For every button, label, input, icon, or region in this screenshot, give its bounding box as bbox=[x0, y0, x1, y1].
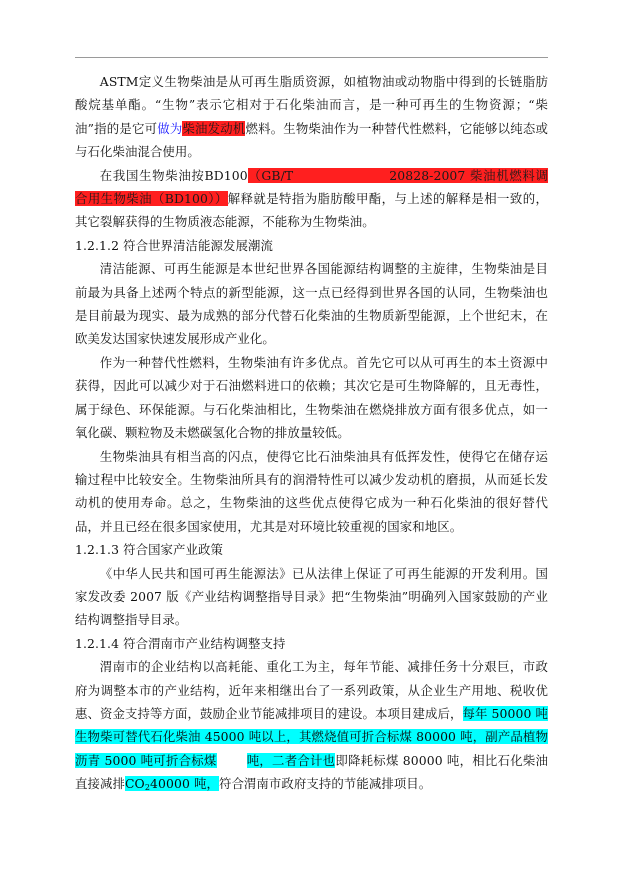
section-heading-1-2-1-3: 1.2.1.3 符合国家产业政策 bbox=[75, 542, 224, 558]
paragraph-weinan: 渭南市的企业结构以高耗能、重化工为主，每年节能、减排任务十分艰巨，市政府为调整本市的产业结构，近年来相继出台了一系列政策，从企业生产用地、税收优惠、资金支持等方面，鼓励企业节能减排项目的建设。本项目建成后，每年 50000 吨生物柴可替代石化柴油 45000 吨以上，其燃烧值可折合标煤 80000 吨，副产品植物沥青 5000 吨可折合标煤 吨，二者合计也即降耗标煤 80000 吨，相比石化柴油直接减排$CO_240000$ 吨，符合渭南市政府支持的节能减排项目。 bbox=[75, 659, 549, 793]
cyan-highlight-output: 每年 50000 吨生物柴可替代石化柴油 45000 吨以上，其燃烧值可折合标煤 80000 吨，副产品植物沥青 5000 吨可折合标煤 bbox=[75, 705, 549, 768]
blue-text: 做为 bbox=[157, 120, 183, 136]
red-highlight: 柴油发动机 bbox=[182, 120, 246, 136]
paragraph-advantages: 作为一种替代性燃料，生物柴油有许多优点。首先它可以从可再生的本土资源中获得，因此可以减少对于石油燃料进口的依赖；其次它是可生物降解的，且无毒性，属于绿色、环保能源。与石化柴油相比，生物柴油在燃烧排放方面有很多优点，如一氧化碳、颗粒物及未燃碳氢化合物的排放量较低。 bbox=[75, 354, 548, 441]
document-body bbox=[75, 70, 548, 796]
paragraph-definition: ASTM定义生物柴油是从可再生脂质资源，如植物油或动物脂中得到的长链脂肪酸烷基单酯。“生物”表示它相对于石化柴油而言，是一种可再生的生物资源；“柴油”指的是它可做为柴油发动机燃料。生物柴油作为一种替代性燃料，它能够以纯态或与石化柴油混合使用。 bbox=[75, 74, 548, 160]
red-highlight-standard: （GB/T 20828-2007 柴油机燃料调合用生物柴油（BD100）） bbox=[75, 167, 548, 207]
paragraph-standard: 在我国生物柴油按BD100（GB/T 20828-2007 柴油机燃料调合用生物柴油（BD100））解释就是特指为脂肪酸甲酯，与上述的解释是相一致的，其它裂解获得的生物质液态能源，不能称为生物柴油。 bbox=[75, 167, 549, 230]
paragraph-clean-energy: 清洁能源、可再生能源是本世纪世界各国能源结构调整的主旋律，生物柴油是目前最为具备上述两个特点的新型能源，这一点已经得到世界各国的认同，生物柴油也是目前最为现实、最为成熟的部分代替石化柴油的生物质新型能源，上个世纪末，在欧美发达国家快速发展形成产业化。 bbox=[75, 261, 548, 347]
cyan-highlight-co2: $CO_240000$ 吨， bbox=[124, 776, 219, 793]
cyan-highlight-total: 吨，二者合计也 bbox=[246, 752, 336, 768]
header-rule bbox=[75, 57, 548, 58]
section-heading-1-2-1-2: 1.2.1.2 符合世界清洁能源发展潮流 bbox=[75, 237, 273, 253]
paragraph-policy: 《中华人民共和国可再生能源法》已从法律上保证了可再生能源的开发利用。国家发改委 2007 版《产业结构调整指导目录》把“生物柴油”明确列入国家鼓励的产业结构调整指导目录。 bbox=[75, 565, 548, 628]
paragraph-flash-point: 生物柴油具有相当高的闪点，使得它比石油柴油具有低挥发性，使得它在储存运输过程中比较安全。生物柴油所具有的润滑特性可以减少发动机的磨损，从而延长发动机的使用寿命。总之，生物柴油的这些优点使得它成为一种石化柴油的很好替代品，并且已经在很多国家使用，尤其是对环境比较重视的国家和地区。 bbox=[75, 448, 548, 534]
section-heading-1-2-1-4: 1.2.1.4 符合渭南市产业结构调整支持 bbox=[75, 635, 286, 651]
